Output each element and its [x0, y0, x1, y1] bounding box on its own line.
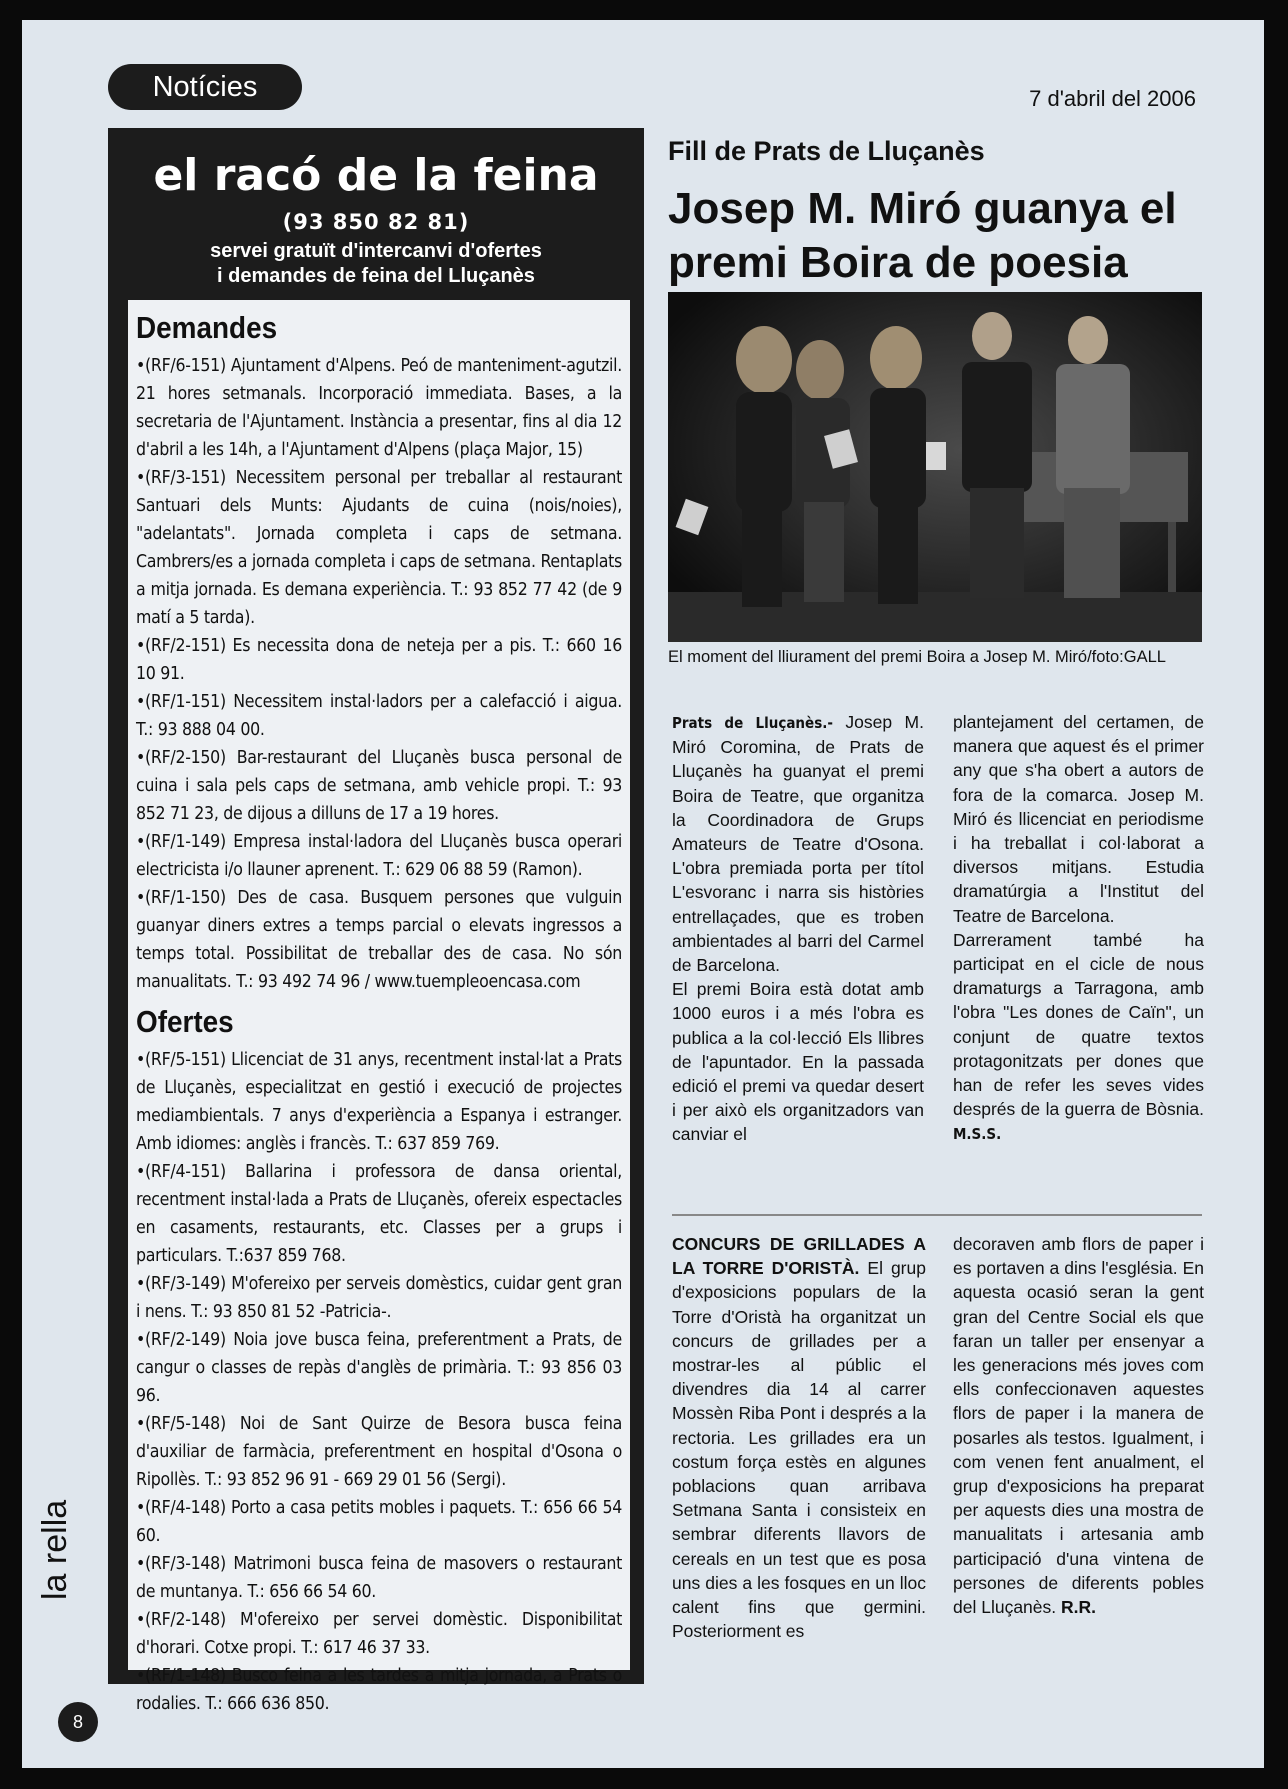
- photo-caption: El moment del lliurament del premi Boira a Josep M. Miró/foto:GALL: [668, 648, 1166, 666]
- ofertes-heading: Ofertes: [136, 1004, 234, 1039]
- job-offer-item: • (RF/4-151) Ballarina i professora de dansa oriental, recentment instal·lada a Prats de Lluçanès, ofereix espectacles en casaments, restaurants, etc. Classes per a grups i particulars. T.:637 859 768.: [136, 1158, 622, 1270]
- job-demand-item: • (RF/1-149) Empresa instal·ladora del Lluçanès busca operari electricista i/o llauner aprenent. T.: 629 06 88 59 (Ramon).: [136, 828, 622, 884]
- article-column-2: [953, 710, 1204, 1147]
- demandes-heading: Demandes: [136, 310, 278, 345]
- job-offer-item: • (RF/2-148) M'ofereixo per servei domèstic. Disponibilitat d'horari. Cotxe propi. T.: 617 46 37 33.: [136, 1606, 622, 1662]
- stage-photo-illustration: [668, 292, 1202, 642]
- job-offer-item: • (RF/3-149) M'ofereixo per serveis domèstics, cuidar gent gran i nens. T.: 93 850 81 52 -Patricia-.: [136, 1270, 622, 1326]
- publication-name: la rella: [36, 1499, 74, 1600]
- job-offer-item: • (RF/4-148) Porto a casa petits mobles i paquets. T.: 656 66 54 60.: [136, 1494, 622, 1550]
- article-divider: [672, 1214, 1202, 1216]
- jobs-box-phone: (93 850 82 81): [282, 210, 470, 234]
- article-kicker: Fill de Prats de Lluçanès: [668, 136, 985, 166]
- jobs-list: [128, 300, 630, 1714]
- jobs-box-title: el racó de la feina: [153, 150, 599, 201]
- job-demand-item: • (RF/6-151) Ajuntament d'Alpens. Peó de manteniment-agutzil. 21 hores setmanals. Incorporació immediata. Bases, a la secretaria de l'Ajuntament. Instància a presentar, fins al dia 12 d'abril a les 14h, a l'Ajuntament d'Alpens (plaça Major, 15): [136, 352, 622, 464]
- article2-heading: CONCURS DE GRILLADES A LA TORRE D'ORISTÀ.: [672, 1234, 926, 1279]
- article-body-text: Josep M. Miró Coromina, de Prats de Lluçanès ha guanyat el premi Boira de Teatre, que organitza la Coordinadora de Grups Amateurs de Teatre d'Osona. L'obra premiada porta per títol L'esvoranc i narra sis històries entrellaçades, que es troben ambientades al barri del Carmel de Barcelona.: [672, 712, 924, 976]
- jobs-box: [108, 128, 644, 1714]
- article2-body-text: decoraven amb flors de paper i es portaven a dins l'església. En aquesta ocasió seran la gent gran del Centre Social els que faran un taller per ensenyar a les generacions més joves com ells confeccionaven aquestes flors de paper i la manera de posarles als testos. Igualment, i com venen fent anualment, el grup d'exposicions ha preparat per aquests dies una mostra de manualitats i artesania amb participació d'una vintena de persones de diferents pobles del Lluçanès.: [953, 1234, 1204, 1618]
- article-column-1: [672, 710, 924, 1147]
- job-demand-item: • (RF/2-150) Bar-restaurant del Lluçanès busca personal de cuina i sala pels caps de setmana, amb vehicle propi. T.: 93 852 71 23, de dijous a dilluns de 17 a 19 hores.: [136, 744, 622, 828]
- job-offer-item: • (RF/3-148) Matrimoni busca feina de masovers o restaurant de muntanya. T.: 656 66 54 60.: [136, 1550, 622, 1606]
- article2-signature: R.R.: [1061, 1597, 1097, 1618]
- job-demand-item: • (RF/1-150) Des de casa. Busquem persones que vulguin guanyar diners extres a temps parcial o elevats ingressos a temps total. Possibilitat de treballar des de casa. No són manualitats. T.: 93 492 74 96 / www.tuempleoencasa.com: [136, 884, 622, 996]
- page-number: 8: [58, 1702, 98, 1742]
- job-offer-item: • (RF/5-148) Noi de Sant Quirze de Besora busca feina d'auxiliar de farmàcia, preferentment en hospital d'Osona o Ripollès. T.: 93 852 96 91 - 669 29 01 56 (Sergi).: [136, 1410, 622, 1494]
- job-demand-item: • (RF/1-151) Necessitem instal·ladors per a calefacció i aigua. T.: 93 888 04 00.: [136, 688, 622, 744]
- article-body-text: plantejament del certamen, de manera que aquest és el primer any que s'ha obert a autors de fora de la comarca. Josep M. Miró és llicenciat en periodisme i ha treballat i col·laborat a diversos mitjans. Estudia dramatúrgia a l'Institut del Teatre de Barcelona.: [953, 712, 1204, 926]
- job-offer-item: • (RF/2-149) Noia jove busca feina, preferentment a Prats, de cangur o classes de repàs d'anglès de primària. T.: 93 856 03 96.: [136, 1326, 622, 1410]
- article-dateline: Prats de Lluçanès.-: [672, 714, 833, 732]
- article2-column-2: [953, 1232, 1204, 1619]
- article-body-text: El premi Boira està dotat amb 1000 euros i a més l'obra es publica a la col·lecció Els llibres de l'apuntador. En la passada edició el premi va quedar desert i per això els organitzadors van canviar el: [672, 979, 924, 1145]
- article2-column-1: [672, 1232, 926, 1643]
- article-body-text: Darrerament també ha participat en el cicle de nous dramaturgs a Tarragona, amb l'obra "Les dones de Caïn", un conjunt de quatre textos protagonitzats per dones que han de refer les seves vides després de la guerra de Bòsnia.: [953, 929, 1204, 1120]
- jobs-box-subtitle: [108, 239, 644, 289]
- article-headline: Josep M. Miró guanya el premi Boira de poesia: [668, 184, 1177, 287]
- job-demand-item: • (RF/2-151) Es necessita dona de neteja per a pis. T.: 660 16 10 91.: [136, 632, 622, 688]
- article-signature: M.S.S.: [953, 1125, 1002, 1144]
- section-label: Notícies: [108, 64, 302, 110]
- jobs-box-subtitle-line-2: i demandes de feina del Lluçanès: [217, 265, 535, 287]
- job-offer-item: • (RF/5-151) Llicenciat de 31 anys, recentment instal·lat a Prats de Lluçanès, especialitzat en gestió i execució de projectes mediambientals. 7 anys d'experiència a Espanya i estranger. Amb idiomes: anglès i francès. T.: 637 859 769.: [136, 1046, 622, 1158]
- job-offer-item: • (RF/1-148) Busco feina a les tardes a mitja jornada, a Prats o rodalies. T.: 666 636 850.: [136, 1662, 622, 1718]
- article-photo: [668, 292, 1202, 642]
- article2-body-text: El grup d'exposicions populars de la Torre d'Oristà ha organitzat un concurs de grillades per a mostrar-les al públic el divendres dia 14 al carrer Mossèn Riba Pont i després a la rectoria. Les grillades era un costum força estès en algunes poblacions quan arribava Setmana Santa i consisteix en sembrar diferents llavors de cereals en un test que es posa uns dies a les fosques en un lloc calent fins que germini. Posteriorment es: [672, 1258, 926, 1642]
- job-demand-item: • (RF/3-151) Necessitem personal per treballar al restaurant Santuari dels Munts: Ajudants de cuina (nois/noies), "adelantats". Jornada completa i caps de setmana. Cambrers/es a jornada completa i caps de setmana. Rentaplats a mitja jornada. Es demana experiència. T.: 93 852 77 42 (de 9 matí a 5 tarda).: [136, 464, 622, 632]
- jobs-box-subtitle-line-1: servei gratuït d'intercanvi d'ofertes: [210, 240, 542, 262]
- issue-date: 7 d'abril del 2006: [1029, 86, 1196, 111]
